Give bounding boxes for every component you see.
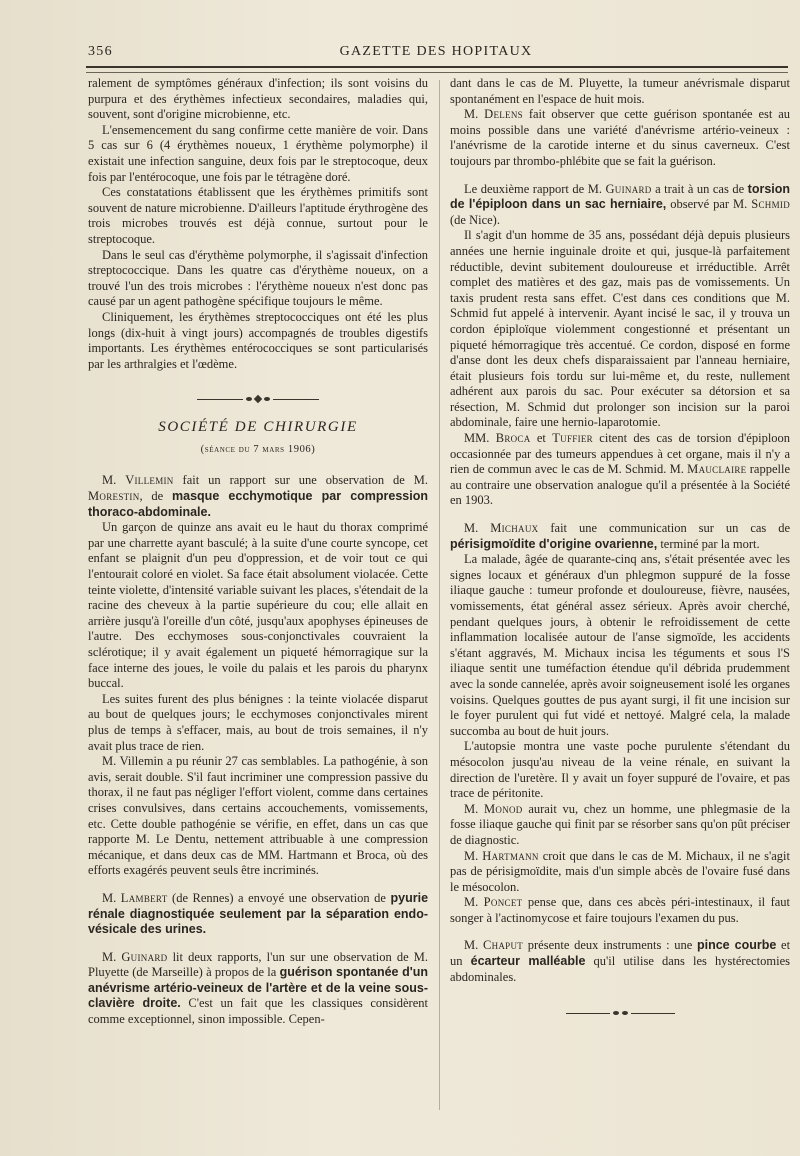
paragraph-report: M. Hartmann croit que dans le cas de M. Michaux, il ne s'agit pas de périsigmoïdite, mais d'un simple abcès de l'ovaire fusé dans le mésocolon. — [450, 848, 791, 894]
journal-title: GAZETTE DES HOPITAUX — [339, 44, 533, 59]
paragraph: M. Villemin a pu réunir 27 cas semblables. La pathogénie, à son avis, serait double. S'il faut incriminer une compression passive du thorax, il ne faut pas négliger l'effort violent, comme dans certaines crises convulsives, dans certains accouchements, vomissements, etc. Cette double pathogénie se vérifie, en effet, dans un cas que rapporte M. Le Dentu, nettement attribuable à une compression mécanique, et dans deux cas de MM. Hartmann et Broca, où des efforts exagérés peuvent seuls être incriminés. — [88, 754, 428, 878]
page-header — [88, 44, 784, 68]
column-divider — [439, 80, 440, 1110]
paragraph: La malade, âgée de quarante-cinq ans, s'était présentée avec les signes locaux et généraux d'un phlegmon suppuré de la fosse iliaque gauche : tumeur profonde et douloureuse, fièvre, nausées, vomissements, état général assez sérieux. Après avoir cherché, pendant quelques jours, à obtenir le refroidissement de cette inflammation localisée autour de l'anse sigmoïde, les accidents s'étant aggravés, M. Michaux incisa les téguments et sous l'S iliaque sentit une tuméfaction étendue qu'il débrida prudemment avec la sonde cannelée, après avoir soigneusement isolé les organes voisins. Quelques gouttes de pus ayant surgi, il fit une incision sur le foyer purulent qui fut vidé et nettoyé. Malgré cela, la malade succomba au bout de huit jours. — [450, 552, 790, 738]
paragraph: Ces constatations établissent que les érythèmes primitifs sont souvent de nature microbienne. D'ailleurs l'aptitude érythrogène des trois microbes trouvés est déjà connue, surtout pour le streptocoque. — [88, 185, 428, 246]
paragraph: L'autopsie montra une vaste poche purulente s'étendant du mésocolon jusqu'au niveau de la veine rénale, en suivant la direction de l'uretère. Il y avait un foyer suppuré de l'ovaire, et pas trace de péritonite. — [450, 739, 790, 801]
section-date: (séance du 7 mars 1906) — [200, 443, 316, 455]
paragraph-report: M. Guinard lit deux rapports, l'un sur une observation de M. Pluyette (de Marseille) à propos de la guérison spontanée d'un anévrisme artério-veineux de l'artère et de la veine sous-clavière droite. C'est un fait que les classiques considèrent comme exceptionnel, sinon impossible. Cepen- — [88, 949, 429, 1027]
paragraph: Dans le seul cas d'érythème polymorphe, il s'agissait d'infection streptococcique. Dans les quatre cas d'érythème noueux, on a trouvé l'un des trois microbes : l'érythème noueux n'est donc pas causé par un agent pathogène spécifique toujours le même. — [88, 247, 428, 309]
paragraph: Il s'agit d'un homme de 35 ans, possédant déjà depuis plusieurs années une hernie inguinale droite et qui, jusque-là parfaitement réductible, devint subitement douloureuse et irréductible. Arrêt complet des matières et des gaz, mais pas de vomissements. Un taxis prudent resta sans effet. C'est dans ces conditions que M. Schmid fut appelé à intervenir. Ayant incisé le sac, il y trouva un cordon épiploïque violemment congestionné et présentant un piqueté hémorragique très accentué. Ce cordon, disposé en forme d'anse dont les deux chefs disparaissaient par l'anneau herniaire, était plusieurs fois tordu sur lui-même et, du reste, nullement adhérent aux parois du sac. Pour exécuter sa détorsion et sa résection, M. Schmid dut prolonger son incision sur la paroi abdominale, faire une hernio-laparotomie. — [450, 228, 790, 430]
section-ornament — [88, 396, 428, 402]
section-title: SOCIÉTÉ DE CHIRURGIE — [158, 419, 358, 436]
paragraph-report: M. Villemin fait un rapport sur une observation de M. Morestin, de masque ecchymotique par compression thoraco-abdominale. — [88, 473, 429, 519]
paragraph-report: M. Monod aurait vu, chez un homme, une phlegmasie de la fosse iliaque gauche qui finit par se résorber sans qu'on pût préciser de diagnostic. — [450, 801, 791, 847]
end-ornament — [450, 1011, 790, 1015]
paragraph: ralement de symptômes généraux d'infection; ils sont voisins du purpura et des érythèmes infectieux secondaires, maladies qui, souvent, sont d'origine microbienne, etc. — [88, 76, 428, 122]
paragraph-report: M. Delens fait observer que cette guérison spontanée est au moins possible dans une variété d'anévrisme artério-veineux : l'anévrisme de la carotide interne et du sinus caverneux. C'est toujours par thrombo-phlébite que se fait la guérison. — [450, 107, 790, 168]
paragraph-report: MM. Broca et Tuffier citent des cas de torsion d'épiploon occasionnée par des tumeurs appendues à cet organe, mais il n'y a rien de commun avec le cas de M. Schmid. M. Mauclaire rappelle au contraire une observation analogue qu'il a présentée à la Société en 1903. — [450, 431, 791, 508]
paragraph-report: M. Lambert (de Rennes) a envoyé une observation de pyurie rénale diagnostiquée seulement par la séparation endo-vésicale des urines. — [88, 890, 429, 937]
paragraph-report: Le deuxième rapport de M. Guinard a trait à un cas de torsion de l'épiploon dans un sac herniaire, observé par M. Schmid (de Nice). — [450, 181, 791, 227]
paragraph-report: M. Poncet pense que, dans ces abcès péri-intestinaux, il faut songer à l'actinomycose et faire toujours l'examen du pus. — [450, 895, 791, 925]
left-column — [88, 76, 428, 1028]
header-rule — [86, 66, 788, 68]
paragraph-report: M. Chaput présente deux instruments : une pince courbe et un écarteur malléable qu'il utilise dans les hystérectomies abdominales. — [450, 938, 791, 984]
paragraph-report: M. Michaux fait une communication sur un cas de périsigmoïdite d'origine ovarienne, terminé par la mort. — [450, 521, 791, 551]
header-rule-thin — [86, 72, 788, 73]
paragraph: L'ensemencement du sang confirme cette manière de voir. Dans 5 cas sur 6 (4 érythèmes noueux, 1 érythème polymorphe) il existait une infection sanguine, deux fois par le streptocoque, deux fois par l'entérocoque, une fois par le tétragène doré. — [88, 122, 428, 184]
paragraph: dant dans le cas de M. Pluyette, la tumeur anévrismale disparut spontanément en l'espace de huit mois. — [450, 76, 790, 106]
right-column — [450, 76, 790, 1015]
paragraph: Les suites furent des plus bénignes : la teinte violacée disparut au bout de quelques jours; le ecchymoses conjonctivales mirent plus de temps à s'effacer, mais, au bout de trois semaines, il n'y avait plus trace de rien. — [88, 691, 428, 753]
page-number: 356 — [88, 44, 113, 59]
paragraph: Cliniquement, les érythèmes streptococciques ont été les plus longs (dix-huit à vingt jours) accompagnés de troubles digestifs importants. Les érythèmes entérococciques se sont particularisés par les arthralgies et l'œdème. — [88, 309, 428, 371]
paragraph: Un garçon de quinze ans avait eu le haut du thorax comprimé par une charrette ayant basculé; à la suite d'une courte syncope, cet enfant se plaignit d'un peu d'oppression, et de voir tout ce qui l'entourait coloré en violet. Sa face était absolument violacée. Cette teinte violette, d'intensité variable suivant les places, s'étendait de la racine des cheveux à la partie supérieure du cou; elle allait en arrière jusqu'à l'oreille d'un côté, jusqu'aux apophyses épineuses de l'autre. Des ecchymoses sous-conjonctivales couvraient la sclérotique; il y avait également un piqueté hémorragique sur la face interne des joues, le voile du palais et les parois du pharynx buccal. — [88, 520, 428, 691]
